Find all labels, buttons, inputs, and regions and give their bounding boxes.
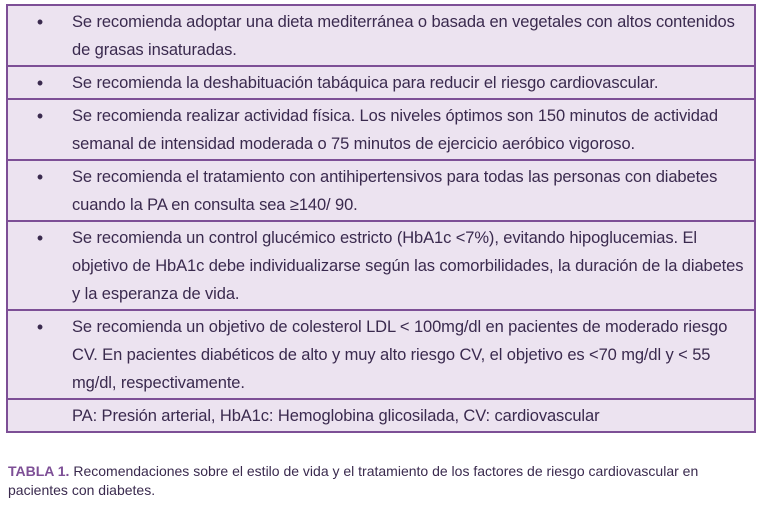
table-caption: [8, 462, 748, 500]
caption-text: Recomendaciones sobre el estilo de vida y el tratamiento de los factores de riesgo cardiovascular en pacientes con diabetes.: [8, 463, 699, 498]
table-row: [8, 100, 754, 161]
row-text: Se recomienda adoptar una dieta mediterránea o basada en vegetales con altos contenidos de grasas insaturadas.: [72, 13, 735, 59]
table-row: [8, 67, 754, 100]
recommendations-table: [6, 4, 756, 433]
row-text: Se recomienda realizar actividad física. Los niveles óptimos son 150 minutos de actividad semanal de intensidad moderada o 75 minutos de ejercicio aeróbico vigoroso.: [72, 107, 718, 153]
table-row: [8, 161, 754, 222]
table-row: [8, 311, 754, 400]
row-text: Se recomienda el tratamiento con antihipertensivos para todas las personas con diabetes cuando la PA en consulta sea ≥140/ 90.: [72, 168, 718, 214]
row-text: Se recomienda un control glucémico estricto (HbA1c <7%), evitando hipoglucemias. El objetivo de HbA1c debe individualizarse según las comorbilidades, la duración de la diabetes y la esperanza de vida.: [72, 229, 744, 303]
table-row: [8, 6, 754, 67]
bullet-icon: •: [36, 317, 44, 337]
table-row: [8, 222, 754, 311]
bullet-icon: •: [36, 167, 44, 187]
bullet-icon: •: [36, 106, 44, 126]
row-text: Se recomienda la deshabituación tabáquica para reducir el riesgo cardiovascular.: [72, 74, 659, 92]
row-text: Se recomienda un objetivo de colesterol LDL < 100mg/dl en pacientes de moderado riesgo CV. En pacientes diabéticos de alto y muy alto riesgo CV, el objetivo es <70 mg/dl y < 55 mg/dl, respectivamente.: [72, 318, 728, 392]
abbreviations-note: PA: Presión arterial, HbA1c: Hemoglobina glicosilada, CV: cardiovascular: [72, 407, 600, 425]
bullet-icon: •: [36, 12, 44, 32]
bullet-icon: •: [36, 228, 44, 248]
table-footnote-row: [8, 400, 754, 431]
empty-bullet-cell: [8, 400, 72, 431]
caption-label: TABLA 1.: [8, 463, 70, 479]
bullet-icon: •: [36, 73, 44, 93]
